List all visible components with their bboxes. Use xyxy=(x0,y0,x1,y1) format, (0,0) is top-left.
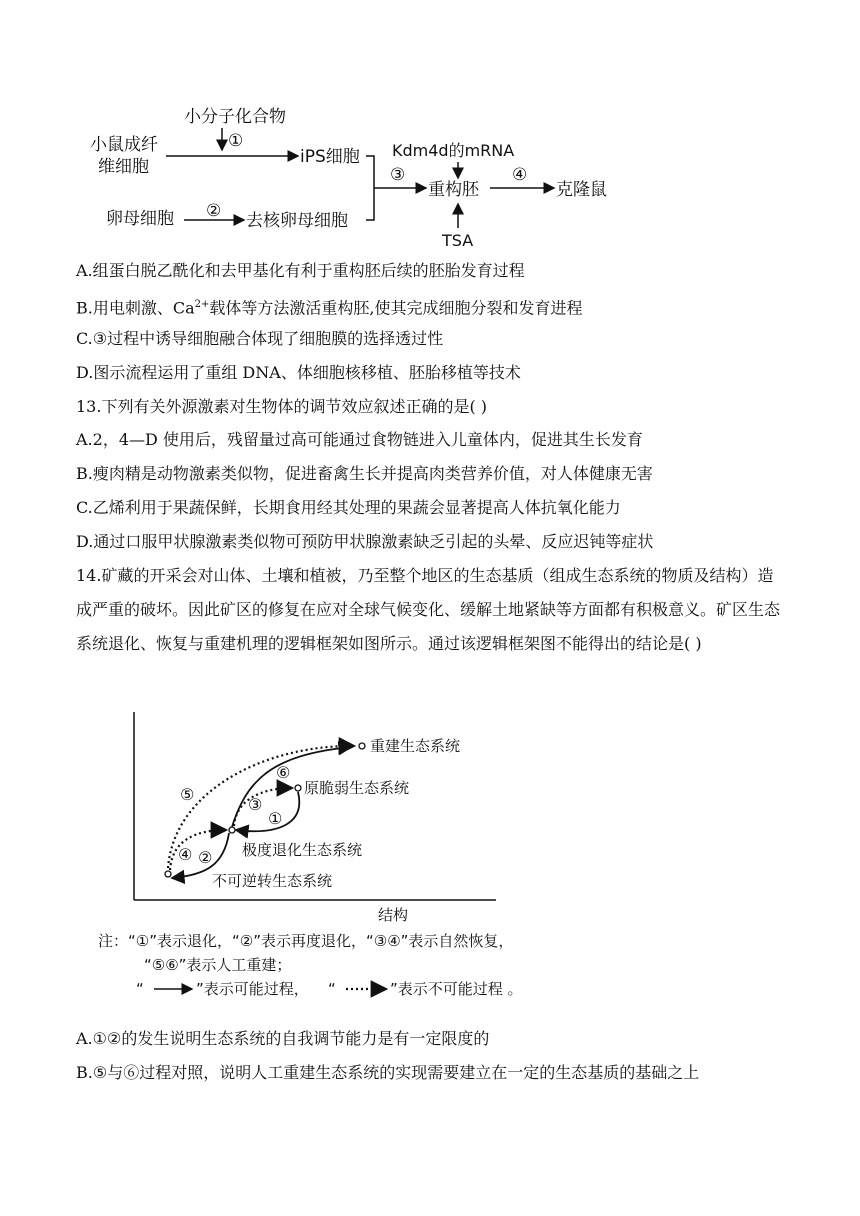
q12-option-c: C.③过程中诱导细胞融合体现了细胞膜的选择透过性 xyxy=(76,329,444,348)
note-quote-open-1: “ xyxy=(136,980,144,998)
q14-stem: 14.矿藏的开采会对山体、土壤和植被，乃至整个地区的生态基质（组成生态系统的物质及结构）造成严重的破坏。因此矿区的修复在应对全球气候变化、缓解土地紧缺等方面都有积极意义。矿区生态系统退化、恢复与重建机理的逻辑框架如图所示。通过该逻辑框架图不能得出的结论是( ) xyxy=(76,566,781,653)
irreversible-label: 不可逆转生态系统 xyxy=(212,872,333,890)
ips-cell-label: iPS细胞 xyxy=(300,147,360,167)
note-line-1: 注：“①”表示退化，“②”表示再度退化，“③④”表示自然恢复， xyxy=(98,932,514,950)
rebuilt-label: 重建生态系统 xyxy=(370,737,461,755)
ecosystem-framework-diagram xyxy=(96,700,656,1009)
step1-label: ① xyxy=(228,131,244,151)
note-quote-open-2: “ xyxy=(328,980,336,998)
small-molecule-label: 小分子化合物 xyxy=(184,107,286,127)
q14-option-b: B.⑤与⑥过程对照，说明人工重建生态系统的实现需要建立在一定的生态基质的基础之上 xyxy=(76,1063,700,1082)
num-5: ⑤ xyxy=(180,785,195,804)
q13-option-b: B.瘦肉精是动物激素类似物，促进畜禽生长并提高肉类营养价值，对人体健康无害 xyxy=(76,464,653,483)
rebuilt-state-marker xyxy=(359,743,365,749)
enucleated-oocyte-label: 去核卵母细胞 xyxy=(246,211,348,231)
q13-option-a: A.2，4—D 使用后，残留量过高可能通过食物链进入儿童体内，促进其生长发育 xyxy=(76,430,643,449)
q13-option-c: C.乙烯利用于果蔬保鲜，长期食用经其处理的果蔬会显著提高人体抗氧化能力 xyxy=(76,498,621,517)
original-label: 原脆弱生态系统 xyxy=(304,779,410,797)
cloning-flow-diagram xyxy=(76,100,636,254)
oocyte-label: 卵母细胞 xyxy=(106,209,174,229)
step3-label: ③ xyxy=(390,165,406,185)
path-3-impossible xyxy=(234,788,292,826)
num-1: ① xyxy=(268,809,283,828)
fibroblast-label-1: 小鼠成纤 xyxy=(90,135,158,155)
note-line-2: “⑤⑥”表示人工重建； xyxy=(144,956,292,974)
merge-bracket xyxy=(366,156,374,220)
reconstructed-embryo-label: 重构胚 xyxy=(428,180,479,200)
q13-option-d: D.通过口服甲状腺激素类似物可预防甲状腺激素缺乏引起的头晕、反应迟钝等症状 xyxy=(76,532,654,551)
num-4: ④ xyxy=(178,845,193,864)
degraded-label: 极度退化生态系统 xyxy=(242,841,363,859)
num-2: ② xyxy=(198,848,213,867)
degraded-state-marker xyxy=(229,827,235,833)
step2-label: ② xyxy=(206,201,222,221)
q12-option-a: A.组蛋白脱乙酰化和去甲基化有利于重构胚后续的胚胎发育过程 xyxy=(76,261,525,280)
q13-stem: 13.下列有关外源激素对生物体的调节效应叙述正确的是( ) xyxy=(76,397,488,416)
note-impossible-text: ”表示不可能过程 。 xyxy=(390,980,523,998)
num-6: ⑥ xyxy=(276,763,291,782)
step4-label: ④ xyxy=(512,165,528,185)
q12-option-b: B.用电刺激、$Ca^{2+}$载体等方法激活重构胚,使其完成细胞分裂和发育进程 xyxy=(76,298,583,318)
original-state-marker xyxy=(295,785,301,791)
x-axis-label: 结构 xyxy=(378,906,409,924)
fibroblast-label-2: 维细胞 xyxy=(98,157,149,177)
mrna-label: Kdm4d的mRNA xyxy=(392,141,515,160)
q14-option-a: A.①②的发生说明生态系统的自我调节能力是有一定限度的 xyxy=(76,1029,490,1048)
irreversible-state-marker xyxy=(165,871,171,877)
num-3: ③ xyxy=(248,795,263,814)
clone-mouse-label: 克隆鼠 xyxy=(556,180,607,200)
note-possible-text: ”表示可能过程， xyxy=(196,980,309,998)
tsa-label: TSA xyxy=(442,231,474,250)
q12-option-d: D.图示流程运用了重组 DNA、体细胞核移植、胚胎移植等技术 xyxy=(76,363,521,382)
